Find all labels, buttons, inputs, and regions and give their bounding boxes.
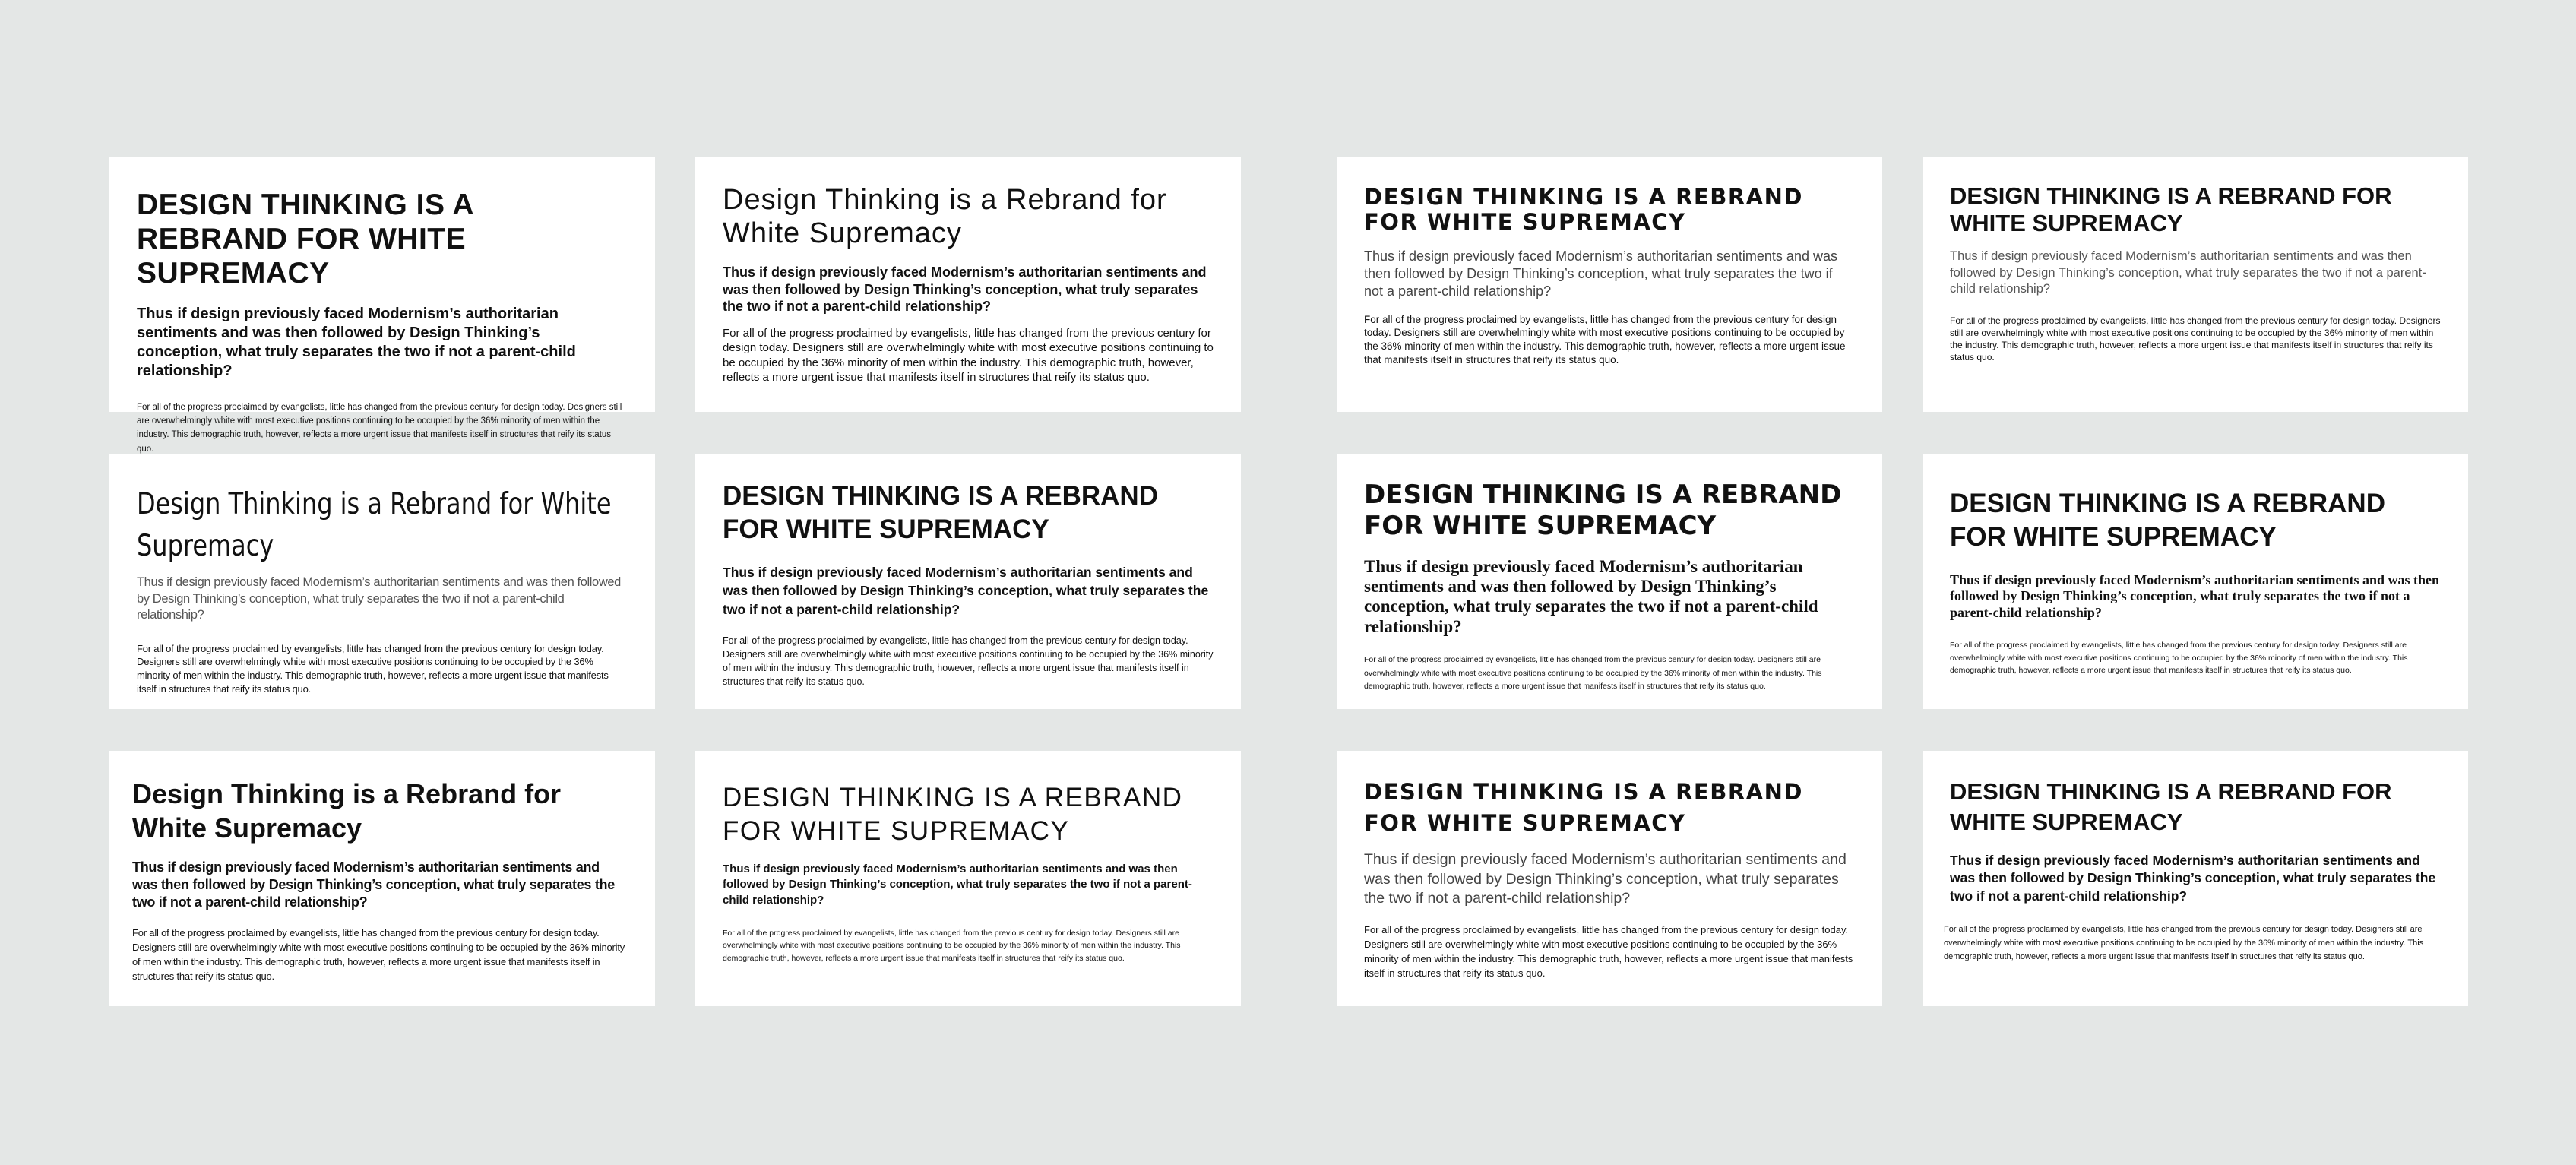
specimen-body: For all of the progress proclaimed by evangelists, little has changed from the previous century for design today. Designers still are overwhelmingly white with most executive positions continuing to be occupied by the 36% minority of men within the industry. This demographic truth, however, reflects a more urgent issue that manifests itself in structures that reify its status quo. xyxy=(1364,655,1822,691)
specimen-card-8 xyxy=(1923,454,2468,709)
specimen-subtitle: Thus if design previously faced Modernism’s authoritarian sentiments and was then followed by Design Thinking’s conception, what truly separates the two if not a parent-child relationship? xyxy=(1364,248,1837,299)
specimen-card-2 xyxy=(695,157,1241,412)
specimen-subtitle: Thus if design previously faced Modernism’s authoritarian sentiments and was then followed by Design Thinking’s conception, what truly separates the two if not a parent-child relationship? xyxy=(1950,571,2440,620)
specimen-body: For all of the progress proclaimed by evangelists, little has changed from the previous century for design today. Designers still are overwhelmingly white with most executive positions continuing to be occupied by the 36% minority of men within the industry. This demographic truth, however, reflects a more urgent issue that manifests itself in structures that reify its status quo. xyxy=(1364,924,1853,979)
specimen-body: For all of the progress proclaimed by evangelists, little has changed from the previous century for design today. Designers still are overwhelmingly white with most executive positions continuing to be occupied by the 36% minority of men within the industry. This demographic truth, however, reflects a more urgent issue that manifests itself in structures that reify its status quo. xyxy=(1364,313,1846,366)
specimen-subtitle: Thus if design previously faced Modernism’s authoritarian sentiments and was then followed by Design Thinking’s conception, what truly separates the two if not a parent-child relationship? xyxy=(1950,249,2426,296)
specimen-card-1 xyxy=(109,157,655,454)
specimen-card-9 xyxy=(109,751,655,1006)
specimen-body: For all of the progress proclaimed by evangelists, little has changed from the previous century for design today. Designers still are overwhelmingly white with most executive positions continuing to be occupied by the 36% minority of men within the industry. This demographic truth, however, reflects a more urgent issue that manifests itself in structures that reify its status quo. xyxy=(137,402,622,454)
specimen-body: For all of the progress proclaimed by evangelists, little has changed from the previous century for design today. Designers still are overwhelmingly white with most executive positions continuing to be occupied by the 36% minority of men within the industry. This demographic truth, however, reflects a more urgent issue that manifests itself in structures that reify its status quo. xyxy=(1944,925,2424,961)
specimen-title: Design Thinking is a Rebrand for White Supremacy xyxy=(723,184,1167,249)
specimen-title: DESIGN THINKING IS A REBRAND FOR WHITE SUPREMACY xyxy=(1950,778,2392,836)
specimen-subtitle: Thus if design previously faced Modernism’s authoritarian sentiments and was then followed by Design Thinking’s conception, what truly separates the two if not a parent-child relationship? xyxy=(1364,851,1847,907)
specimen-body: For all of the progress proclaimed by evangelists, little has changed from the previous century for design today. Designers still are overwhelmingly white with most executive positions continuing to be occupied by the 36% minority of men within the industry. This demographic truth, however, reflects a more urgent issue that manifests itself in structures that reify its status quo. xyxy=(132,927,625,982)
specimen-subtitle: Thus if design previously faced Modernism’s authoritarian sentiments and was then followed by Design Thinking’s conception, what truly separates the two if not a parent-child relationship? xyxy=(723,862,1192,907)
specimen-title: DESIGN THINKING IS A REBRAND FOR WHITE SUPREMACY xyxy=(723,783,1183,846)
specimen-body: For all of the progress proclaimed by evangelists, little has changed from the previous century for design today. Designers still are overwhelmingly white with most executive positions continuing to be occupied by the 36% minority of men within the industry. This demographic truth, however, reflects a more urgent issue that manifests itself in structures that reify its status quo. xyxy=(723,635,1214,688)
specimen-body: For all of the progress proclaimed by evangelists, little has changed from the previous century for design today. Designers still are overwhelmingly white with most executive positions continuing to be occupied by the 36% minority of men within the industry. This demographic truth, however, reflects a more urgent issue that manifests itself in structures that reify its status quo. xyxy=(723,326,1214,385)
specimen-body: For all of the progress proclaimed by evangelists, little has changed from the previous century for design today. Designers still are overwhelmingly white with most executive positions continuing to be occupied by the 36% minority of men within the industry. This demographic truth, however, reflects a more urgent issue that manifests itself in structures that reify its status quo. xyxy=(137,642,609,695)
specimen-card-7 xyxy=(1337,454,1882,709)
specimen-card-6 xyxy=(695,454,1241,709)
specimen-title: Design Thinking is a Rebrand for White Supremacy xyxy=(137,487,612,563)
specimen-card-11 xyxy=(1337,751,1882,1006)
specimen-title: DESIGN THINKING IS A REBRAND FOR WHITE SUPREMACY xyxy=(1364,779,1803,836)
specimen-body: For all of the progress proclaimed by evangelists, little has changed from the previous century for design today. Designers still are overwhelmingly white with most executive positions continuing to be occupied by the 36% minority of men within the industry. This demographic truth, however, reflects a more urgent issue that manifests itself in structures that reify its status quo. xyxy=(1950,315,2441,363)
specimen-subtitle: Thus if design previously faced Modernism’s authoritarian sentiments and was then followed by Design Thinking’s conception, what truly separates the two if not a parent-child relationship? xyxy=(137,575,621,622)
specimen-card-3 xyxy=(1337,157,1882,412)
specimen-body: For all of the progress proclaimed by evangelists, little has changed from the previous century for design today. Designers still are overwhelmingly white with most executive positions continuing to be occupied by the 36% minority of men within the industry. This demographic truth, however, reflects a more urgent issue that manifests itself in structures that reify its status quo. xyxy=(723,928,1181,964)
specimen-card-12 xyxy=(1923,751,2468,1006)
specimen-subtitle: Thus if design previously faced Modernism’s authoritarian sentiments and was then followed by Design Thinking’s conception, what truly separates the two if not a parent-child relationship? xyxy=(723,564,1209,617)
specimen-subtitle: Thus if design previously faced Modernism’s authoritarian sentiments and was then followed by Design Thinking’s conception, what truly separates the two if not a parent-child relationship? xyxy=(1364,556,1818,636)
specimen-subtitle: Thus if design previously faced Modernism’s authoritarian sentiments and was then followed by Design Thinking’s conception, what truly separates the two if not a parent-child relationship? xyxy=(1950,852,2436,904)
specimen-body: For all of the progress proclaimed by evangelists, little has changed from the previous century for design today. Designers still are overwhelmingly white with most executive positions continuing to be occupied by the 36% minority of men within the industry. This demographic truth, however, reflects a more urgent issue that manifests itself in structures that reify its status quo. xyxy=(1950,641,2408,675)
specimen-title: Design Thinking is a Rebrand for White Supremacy xyxy=(132,778,562,844)
specimen-card-10 xyxy=(695,751,1241,1006)
specimen-title: DESIGN THINKING IS A REBRAND FOR WHITE SUPREMACY xyxy=(1364,184,1803,236)
specimen-subtitle: Thus if design previously faced Modernism’s authoritarian sentiments and was then followed by Design Thinking’s conception, what truly separates the two if not a parent-child relationship? xyxy=(132,860,615,910)
specimen-title: DESIGN THINKING IS A REBRAND FOR WHITE SUPREMACY xyxy=(1950,489,2385,552)
specimen-card-5 xyxy=(109,454,655,709)
specimen-title: DESIGN THINKING IS A REBRAND FOR WHITE SUPREMACY xyxy=(1950,182,2392,236)
specimen-subtitle: Thus if design previously faced Modernism’s authoritarian sentiments and was then followed by Design Thinking’s conception, what truly separates the two if not a parent-child relationship? xyxy=(137,305,576,379)
specimen-title: DESIGN THINKING IS A REBRAND FOR WHITE SUPREMACY xyxy=(1364,480,1842,541)
specimen-title: DESIGN THINKING IS A REBRAND FOR WHITE SUPREMACY xyxy=(137,188,473,290)
specimen-subtitle: Thus if design previously faced Modernism’s authoritarian sentiments and was then followed by Design Thinking’s conception, what truly separates the two if not a parent-child relationship? xyxy=(723,264,1207,315)
specimen-title: DESIGN THINKING IS A REBRAND FOR WHITE SUPREMACY xyxy=(723,481,1158,544)
specimen-card-4 xyxy=(1923,157,2468,412)
